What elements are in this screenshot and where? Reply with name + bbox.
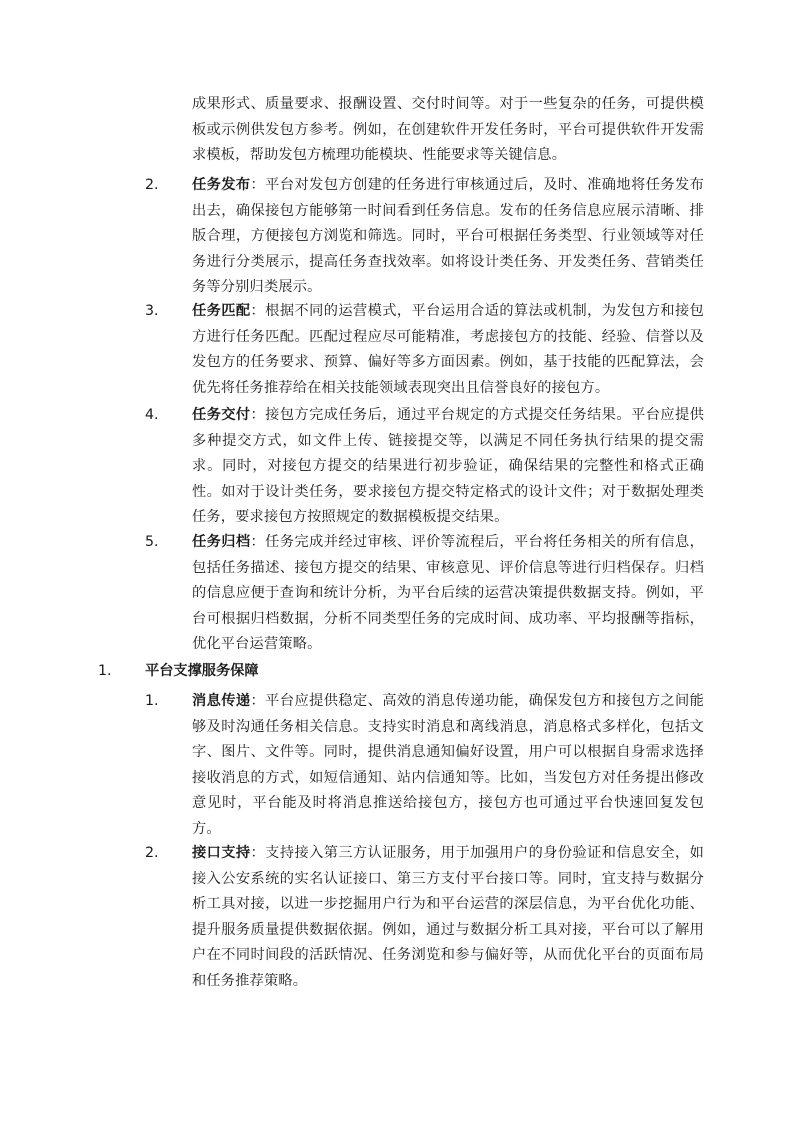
section-number: 1. xyxy=(98,663,112,679)
list-item-task-match xyxy=(192,299,704,401)
item-term: 任务匹配 xyxy=(192,303,251,319)
item-text: ：接包方完成任务后，通过平台规定的方式提交任务结果。平台应提供多种提交方式，如文件上传、链接提交等，以满足不同任务执行结果的提交需求。同时，对接包方提交的结果进行初步验证，确保结果的完整性和格式正确性。如对于设计类任务，要求接包方提交特定格式的设计文件；对于数据处理类任务，要求接包方按照规定的数据模板提交结果。 xyxy=(192,407,704,526)
section-title: 平台支撑服务保障 xyxy=(145,663,259,679)
list-item-task-delivery xyxy=(192,403,704,531)
list-item-task-archive xyxy=(192,530,704,658)
paragraph-text: 成果形式、质量要求、报酬设置、交付时间等。对于一些复杂的任务，可提供模板或示例供发包方参考。例如，在创建软件开发任务时，平台可提供软件开发需求模板，帮助发包方梳理功能模块、性能要求等关键信息。 xyxy=(192,96,704,164)
list-item-interface-support xyxy=(192,841,704,995)
item-term: 消息传递 xyxy=(192,693,251,709)
list-number: 2. xyxy=(145,177,159,193)
continuation-paragraph xyxy=(192,92,704,169)
item-text: ：任务完成并经过审核、评价等流程后，平台将任务相关的所有信息，包括任务描述、接包方提交的结果、审核意见、评价信息等进行归档保存。归档的信息应便于查询和统计分析，为平台后续的运营决策提供数据支持。例如，平台可根据归档数据，分析不同类型任务的完成时间、成功率、平均报酬等指标，优化平台运营策略。 xyxy=(192,534,704,653)
item-term: 接口支持 xyxy=(192,845,251,861)
list-number: 2. xyxy=(145,845,159,861)
item-text: ：根据不同的运营模式，平台运用合适的算法或机制，为发包方和接包方进行任务匹配。匹配过程应尽可能精准，考虑接包方的技能、经验、信誉以及发包方的任务要求、预算、偏好等多方面因素。例如，基于技能的匹配算法，会优先将任务推荐给在相关技能领域表现突出且信誉良好的接包方。 xyxy=(192,303,704,396)
list-number: 3. xyxy=(145,303,159,319)
list-number: 4. xyxy=(145,407,159,423)
list-number: 5. xyxy=(145,534,159,550)
item-term: 任务交付 xyxy=(192,407,251,423)
list-item-task-publish xyxy=(192,173,704,301)
item-text: ：平台应提供稳定、高效的消息传递功能，确保发包方和接包方之间能够及时沟通任务相关信息。支持实时消息和离线消息，消息格式多样化，包括文字、图片、文件等。同时，提供消息通知偏好设置，用户可以根据自身需求选择接收消息的方式，如短信通知、站内信通知等。比如，当发包方对任务提出修改意见时，平台能及时将消息推送给接包方，接包方也可通过平台快速回复发包方。 xyxy=(192,693,704,837)
item-text: ：支持接入第三方认证服务，用于加强用户的身份验证和信息安全，如接入公安系统的实名认证接口、第三方支付平台接口等。同时，宜支持与数据分析工具对接，以进一步挖掘用户行为和平台运营的深层信息，为平台优化功能、提升服务质量提供数据依据。例如，通过与数据分析工具对接，平台可以了解用户在不同时间段的活跃情况、任务浏览和参与偏好等，从而优化平台的页面布局和任务推荐策略。 xyxy=(192,845,704,989)
item-text: ：平台对发包方创建的任务进行审核通过后，及时、准确地将任务发布出去，确保接包方能够第一时间看到任务信息。发布的任务信息应展示清晰、排版合理，方便接包方浏览和筛选。同时，平台可根据任务类型、行业领域等对任务进行分类展示，提高任务查找效率。如将设计类任务、开发类任务、营销类任务等分别归类展示。 xyxy=(192,177,704,296)
item-term: 任务发布 xyxy=(192,177,251,193)
list-item-messaging xyxy=(192,689,704,843)
list-number: 1. xyxy=(145,693,159,709)
item-term: 任务归档 xyxy=(192,534,251,550)
